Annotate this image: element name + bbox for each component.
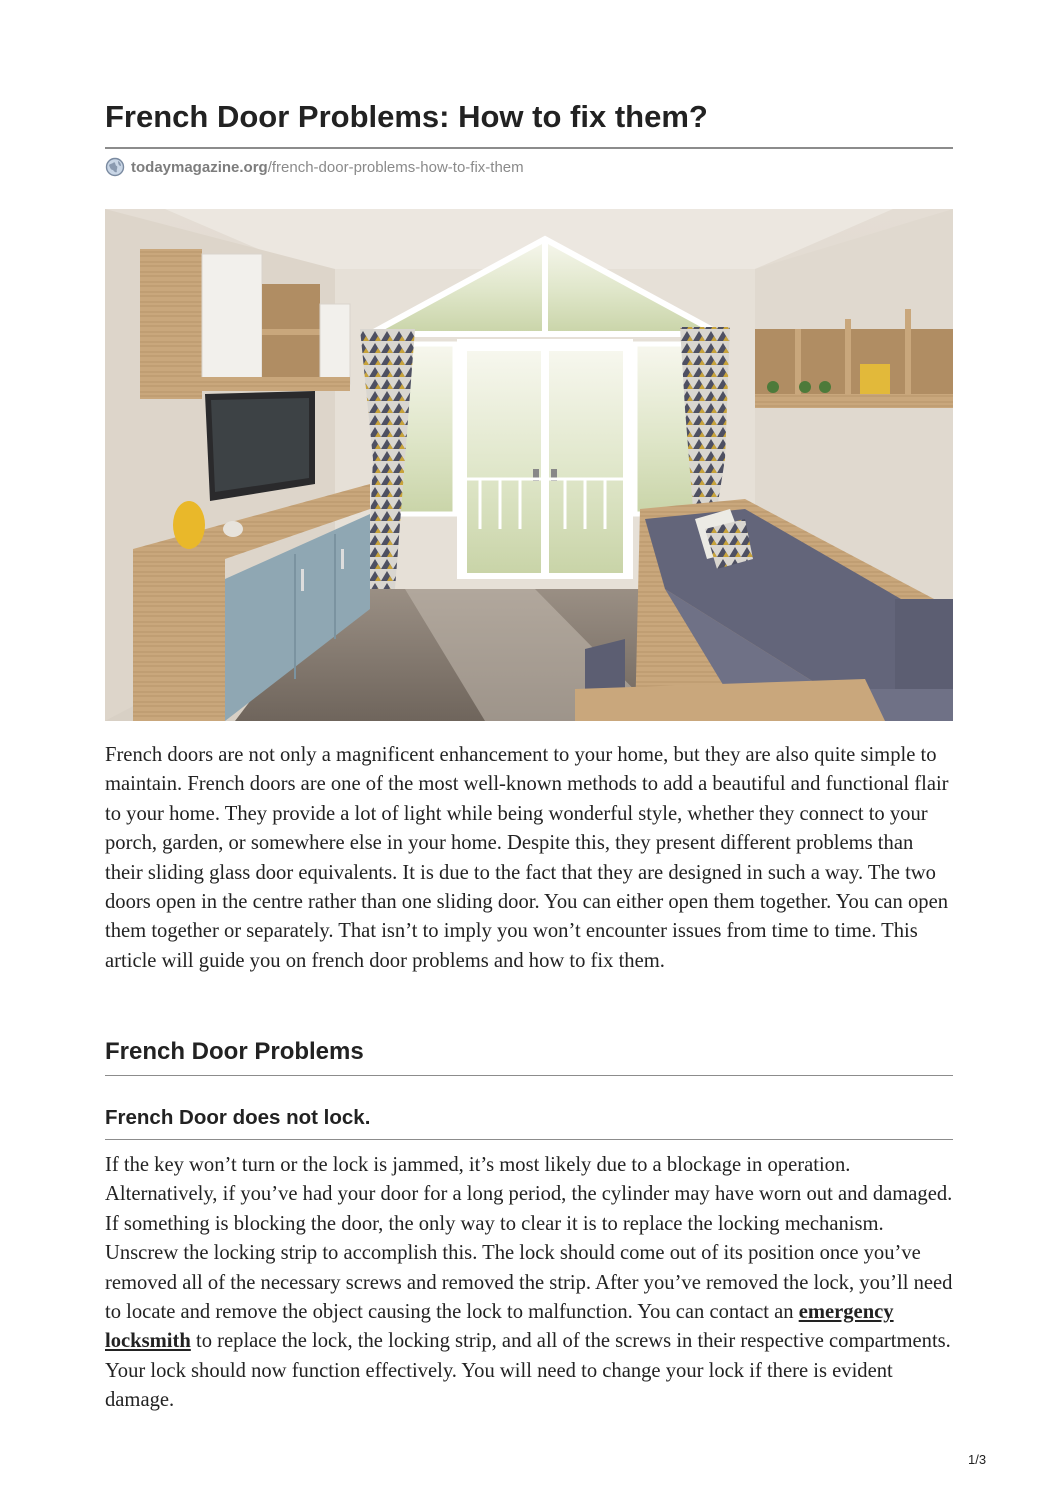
hero-image bbox=[105, 209, 953, 721]
title-divider bbox=[105, 147, 953, 149]
subsection-heading: French Door does not lock. bbox=[105, 1106, 371, 1129]
intro-paragraph: French doors are not only a magnificent enhancement to your home, but they are also quite simple to maintain. French doors are one of the most well-known methods to add a beautiful and functional flair to your home. They provide a lot of light while being wonderful style, whether they connect to your porch, garden, or somewhere else in your home. Despite this, they present different problems than their sliding glass door equivalents. It is due to the fact that they are designed in such a way. The two doors open in the centre rather than one sliding door. You can either open them together. You can open them together or separately. That isn’t to imply you won’t encounter issues from time to time. This article will guide you on french door problems and how to fix them. bbox=[105, 744, 949, 972]
page-title: French Door Problems: How to fix them? bbox=[105, 99, 708, 134]
lock-paragraph bbox=[105, 1151, 955, 1416]
source-line[interactable] bbox=[105, 156, 524, 178]
source-path: /french-door-problems-how-to-fix-them bbox=[267, 158, 524, 176]
lock-paragraph-text-2: to replace the lock, the locking strip, and all of the screws in their respective compartments. Your lock should now function effectively. You will need to change your lock if there is evident damage. bbox=[105, 1330, 951, 1412]
source-domain: todaymagazine.org bbox=[131, 158, 268, 176]
lock-paragraph-text-1: If the key won’t turn or the lock is jammed, it’s most likely due to a blockage in operation. Alternatively, if you’ve had your door for a long period, the cylinder may have worn out and damaged. If something is blocking the door, the only way to clear it is to replace the locking mechanism. Unscrew the locking strip to accomplish this. The lock should come out of its position once you’ve removed all of the necessary screws and removed the strip. After you’ve removed the lock, you’ll need to locate and remove the object causing the lock to malfunction. You can contact an bbox=[105, 1154, 953, 1324]
section-divider bbox=[105, 1075, 953, 1076]
section-heading: French Door Problems bbox=[105, 1038, 364, 1065]
subsection-divider bbox=[105, 1139, 953, 1140]
page-number: 1/3 bbox=[968, 1452, 987, 1467]
emergency-locksmith-link[interactable]: emergency locksmith bbox=[105, 1301, 894, 1353]
globe-icon bbox=[105, 157, 125, 177]
